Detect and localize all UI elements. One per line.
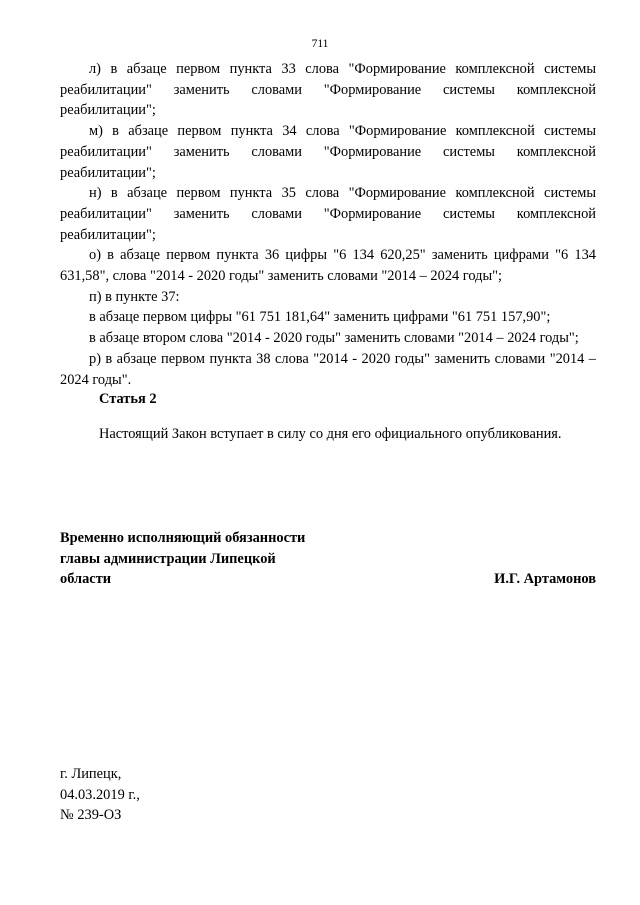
signatory-position-line-1: Временно исполняющий обязанности xyxy=(60,530,306,546)
footer-place: г. Липецк, xyxy=(60,766,122,782)
article-title: Статья 2 xyxy=(99,391,157,407)
signatory-position-line-2: главы администрации Липецкой xyxy=(60,550,276,567)
amendment-paragraph-o: о) в абзаце первом пункта 36 цифры "6 134 620,25" заменить цифрами "6 134 631,58", слова "2014 - 2020 годы" заменить словами "2014 – 2024 годы"; xyxy=(60,247,596,285)
document-footer xyxy=(60,764,140,826)
amendment-paragraph-l: л) в абзаце первом пункта 33 слова "Формирование комплексной системы реабилитации" заменить словами "Формирование системы комплексной реабилитации"; xyxy=(60,61,596,119)
article-text: Настоящий Закон вступает в силу со дня его официального опубликования. xyxy=(99,426,562,442)
footer-date: 04.03.2019 г., xyxy=(60,786,140,803)
page-number: 711 xyxy=(311,38,329,50)
amendment-paragraph-n: н) в абзаце первом пункта 35 слова "Формирование комплексной системы реабилитации" заменить словами "Формирование системы комплексной реабилитации"; xyxy=(60,185,596,243)
signature-block xyxy=(60,528,596,590)
amendments-list xyxy=(60,59,596,390)
amendment-paragraph-r: р) в абзаце первом пункта 38 слова "2014 - 2020 годы" заменить словами "2014 – 2024 годы". xyxy=(60,350,596,388)
amendment-paragraph-p: п) в пункте 37: xyxy=(89,288,180,305)
footer-law-number: № 239-ОЗ xyxy=(60,807,122,823)
amendment-paragraph-m: м) в абзаце первом пункта 34 слова "Формирование комплексной системы реабилитации" заменить словами "Формирование системы комплексной реабилитации"; xyxy=(60,123,596,181)
amendment-subparagraph-1: в абзаце первом цифры "61 751 181,64" заменить цифрами "61 751 157,90"; xyxy=(89,309,551,326)
amendment-subparagraph-2: в абзаце втором слова "2014 - 2020 годы" заменить словами "2014 – 2024 годы"; xyxy=(89,330,579,347)
signatory-name: И.Г. Артамонов xyxy=(494,571,596,587)
signatory-position-line-3: области xyxy=(60,571,112,587)
